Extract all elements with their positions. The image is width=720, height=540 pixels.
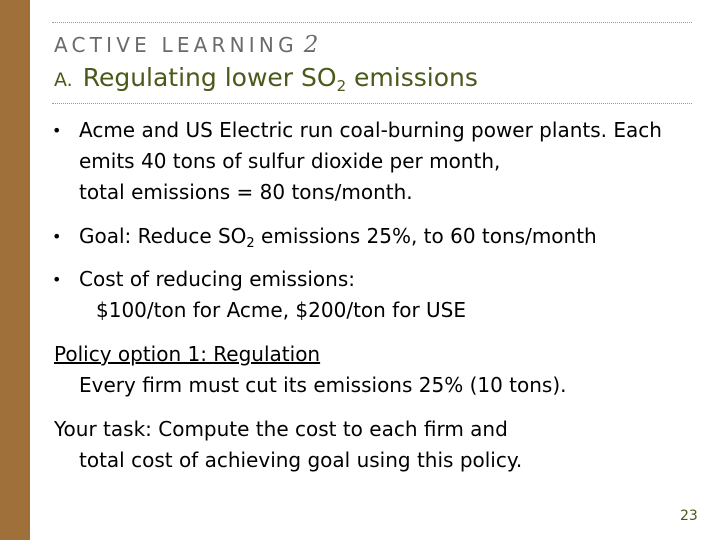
title-prefix: A.: [54, 69, 73, 91]
bullet-item-plants: [54, 115, 662, 208]
bullet-line: Cost of reducing emissions:: [79, 267, 356, 291]
kicker-number: 2: [303, 32, 319, 58]
task-line: Your task: Compute the cost to each firm and: [54, 417, 508, 441]
bullet-item-cost: [54, 264, 466, 326]
top-divider: [52, 22, 692, 23]
kicker-label: ACTIVE LEARNING: [54, 33, 298, 57]
policy-option: [54, 339, 567, 401]
goal-post: emissions 25%, to 60 tons/month: [254, 224, 597, 248]
bullet-dot: •: [52, 121, 62, 140]
bullet-line: total emissions = 80 tons/month.: [79, 180, 413, 204]
left-accent-bar: [0, 0, 30, 540]
bullet-item-goal: [54, 221, 597, 252]
section-kicker: [54, 32, 318, 58]
goal-text: [79, 224, 597, 251]
task-line: total cost of achieving goal using this policy.: [79, 448, 523, 472]
page-number: 23: [680, 508, 698, 524]
goal-subscript: 2: [246, 236, 255, 251]
policy-heading: Policy option 1: Regulation: [54, 342, 321, 366]
bullet-dot: •: [52, 270, 62, 289]
task-prompt: [54, 414, 522, 476]
bullet-line: emits 40 tons of sulfur dioxide per month,: [79, 149, 501, 173]
goal-pre: Goal: Reduce SO: [79, 224, 247, 248]
title-tail: emissions: [346, 63, 478, 92]
title-main: Regulating lower SO: [82, 63, 337, 92]
policy-text: Every firm must cut its emissions 25% (10 tons).: [79, 373, 567, 397]
title-subscript: 2: [336, 77, 347, 95]
title-divider: [52, 103, 692, 104]
bullet-line: Acme and US Electric run coal-burning power plants. Each: [79, 118, 662, 142]
slide-title: [54, 63, 478, 95]
bullet-line: $100/ton for Acme, $200/ton for USE: [96, 298, 467, 322]
bullet-dot: •: [52, 227, 62, 246]
